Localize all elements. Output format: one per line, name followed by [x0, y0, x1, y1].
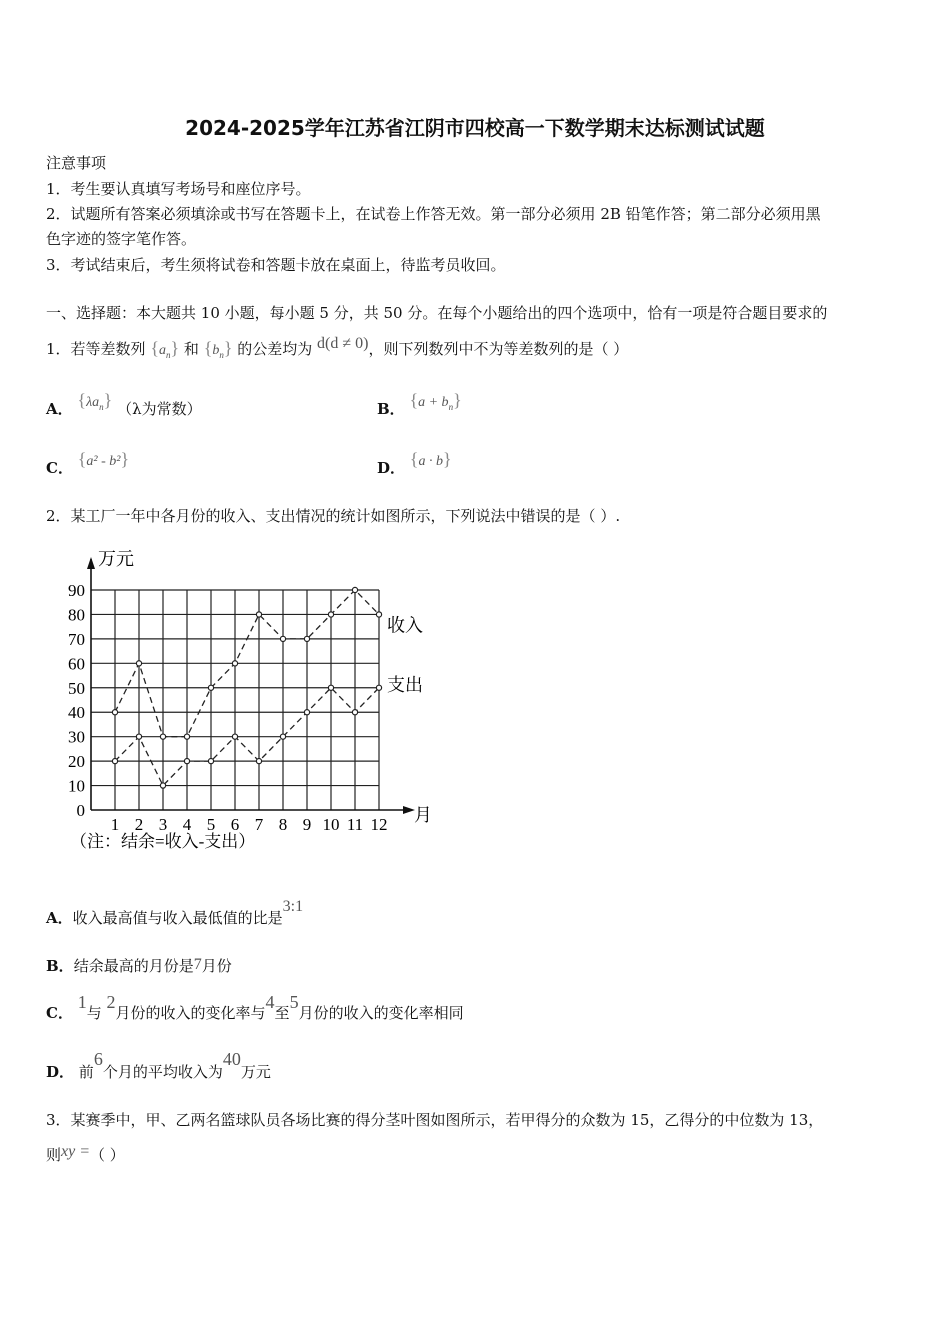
data-point	[328, 612, 333, 617]
data-point	[136, 734, 141, 739]
income-expense-chart	[56, 545, 446, 860]
y-tick-label: 0	[76, 801, 85, 820]
x-tick-label: 12	[370, 815, 388, 834]
data-point	[136, 661, 141, 666]
x-tick-label: 2	[134, 815, 144, 834]
data-point	[328, 685, 333, 690]
data-point	[376, 685, 381, 690]
chart-note: （注：结余=收入-支出）	[70, 832, 256, 851]
data-point	[184, 759, 189, 764]
question-2-stem: 2．某工厂一年中各月份的收入、支出情况的统计如图所示，下列说法中错误的是（ ）.	[46, 507, 621, 525]
y-tick-label: 10	[68, 776, 85, 796]
legend-label: 支出	[387, 674, 423, 695]
y-tick-label: 50	[68, 678, 85, 698]
x-tick-label: 1	[110, 815, 120, 834]
data-point	[112, 759, 117, 764]
data-point	[304, 710, 309, 715]
y-tick-label: 30	[68, 727, 85, 747]
x-axis-label: 月	[414, 805, 432, 825]
data-point	[208, 759, 213, 764]
notice-item-1: 1．考生要认真填写考场号和座位序号。	[46, 180, 311, 198]
question-1-stem: 1．若等差数列 $\{a_n\}$ 和 $\{b_n\}$ 的公差均为 d(d ≠ 0)，则下列数列中不为等差数列的是（ ）	[46, 335, 629, 360]
x-tick-label: 11	[346, 815, 364, 834]
legend-label: 收入	[387, 615, 423, 636]
q1-option-a[interactable]: A． $\{\lambda a_n\}$ （λ为常数）	[46, 390, 202, 418]
y-tick-label: 90	[68, 581, 85, 600]
y-axis-arrow	[87, 557, 95, 569]
x-tick-label: 3	[158, 815, 168, 834]
x-tick-label: 4	[182, 815, 192, 834]
data-point	[352, 587, 357, 592]
q2-option-a[interactable]: A．收入最高值与收入最低值的比是3:1	[46, 898, 304, 927]
q2-option-b[interactable]: B．结余最高的月份是7月份	[46, 956, 232, 975]
q2-option-d[interactable]: D． 前6个月的平均收入为40万元	[46, 1049, 271, 1081]
data-point	[280, 734, 285, 739]
notice-heading: 注意事项	[46, 154, 107, 172]
data-point	[232, 734, 237, 739]
y-tick-label: 80	[68, 605, 85, 625]
notice-item-3: 3．考试结束后，考生须将试卷和答题卡放在桌面上，待监考员收回。	[46, 256, 506, 274]
x-tick-label: 8	[278, 815, 288, 834]
data-point	[352, 710, 357, 715]
x-tick-label: 10	[322, 815, 340, 834]
data-point	[112, 710, 117, 715]
chart-tick-labels	[68, 581, 388, 834]
data-point	[304, 636, 309, 641]
question-3-stem-cont: 则xy =（ ）	[46, 1143, 125, 1164]
y-tick-label: 60	[68, 654, 85, 674]
x-tick-label: 9	[302, 815, 312, 834]
x-tick-label: 5	[206, 815, 216, 834]
y-tick-label: 70	[68, 629, 85, 649]
y-axis-label: 万元	[98, 549, 134, 569]
data-point	[256, 759, 261, 764]
question-3-stem: 3．某赛季中，甲、乙两名篮球队员各场比赛的得分茎叶图如图所示，若甲得分的众数为 15，乙得分的中位数为 13，	[46, 1111, 824, 1129]
section-heading: 一、选择题：本大题共 10 小题，每小题 5 分，共 50 分。在每个小题给出的四个选项中，恰有一项是符合题目要求的	[46, 304, 828, 322]
q2-option-c[interactable]: C． 1与 2月份的收入的变化率与4至5月份的收入的变化率相同	[46, 992, 464, 1022]
q1-option-c[interactable]: C． {a² - b²}	[46, 449, 130, 477]
data-point	[160, 734, 165, 739]
data-point	[184, 734, 189, 739]
x-tick-label: 6	[230, 815, 240, 834]
y-tick-label: 20	[68, 752, 85, 772]
data-point	[232, 661, 237, 666]
page-title: 2024-2025学年江苏省江阴市四校高一下数学期末达标测试试题	[185, 116, 765, 140]
x-tick-label: 7	[254, 815, 264, 834]
data-point	[208, 685, 213, 690]
data-point	[280, 636, 285, 641]
q1-option-b[interactable]: B． $\{a + b_n\}$	[377, 390, 462, 418]
chart-axes	[87, 557, 415, 814]
data-point	[376, 612, 381, 617]
notice-item-2: 2．试题所有答案必须填涂或书写在答题卡上，在试卷上作答无效。第一部分必须用 2B 铅笔作答；第二部分必须用黑	[46, 205, 821, 223]
notice-item-2-cont: 色字迹的签字笔作答。	[46, 230, 197, 248]
data-point	[256, 612, 261, 617]
y-tick-label: 40	[68, 703, 85, 723]
chart-grid	[91, 590, 379, 810]
data-point	[160, 783, 165, 788]
q1-option-d[interactable]: D． {a · b}	[377, 449, 452, 477]
